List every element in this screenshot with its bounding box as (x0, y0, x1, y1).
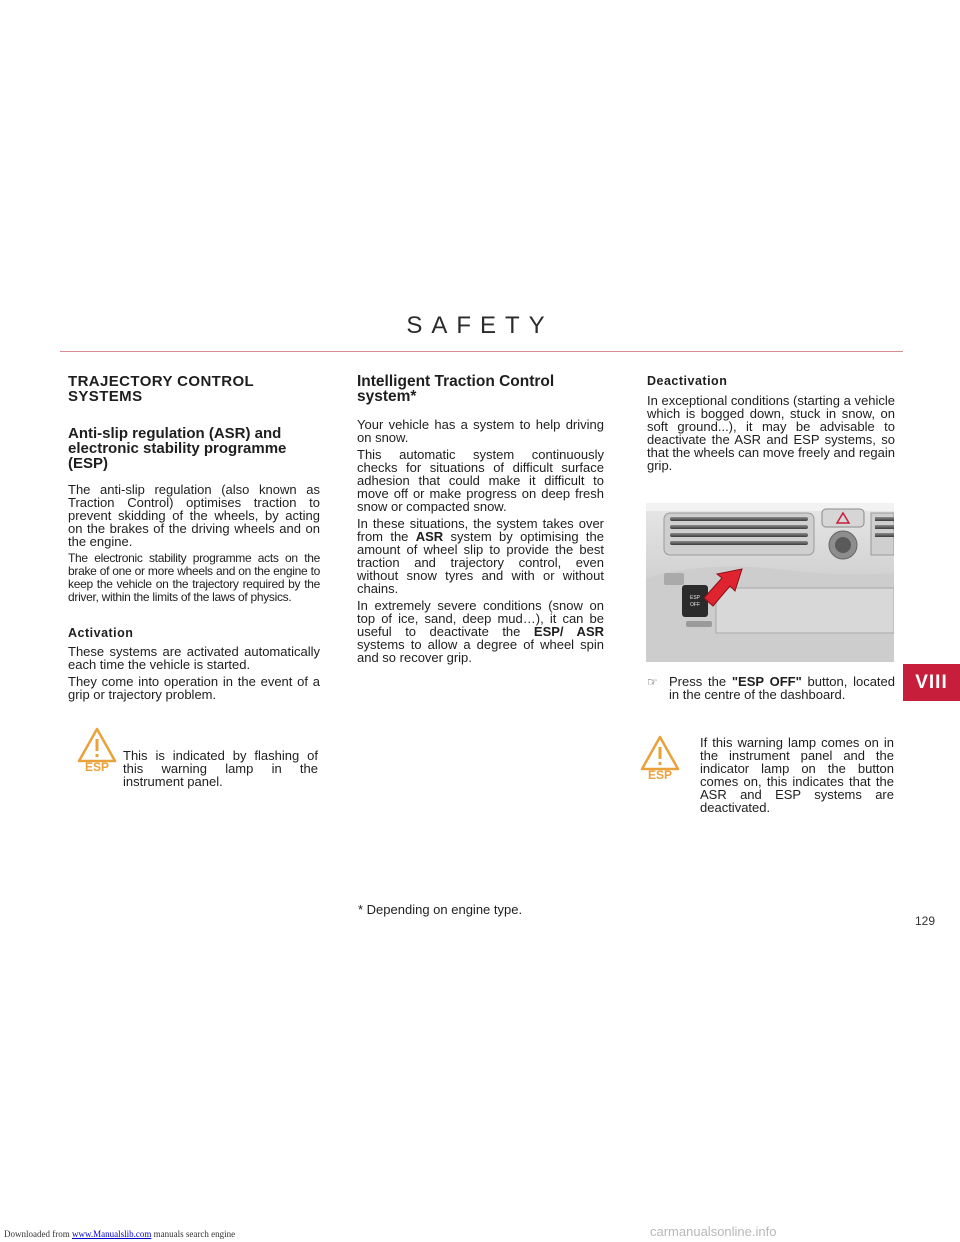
footnote: * Depending on engine type. (358, 902, 523, 917)
bullet-text-b: button, located in the centre of the dashboard. (669, 674, 896, 702)
column-2 (357, 374, 604, 668)
itc-p4-text-a: In extremely severe conditions (snow on top of ice, sand, deep mud…), it can be useful to deactivate the (357, 598, 604, 639)
itc-p4-bold: ESP/ ASR (533, 624, 605, 639)
lamp-description-1 (123, 749, 318, 792)
esp-off-button-photo (646, 503, 894, 662)
itc-p3-text-a: In these situations, the system takes over from the (357, 516, 604, 544)
page-title: SAFETY (406, 312, 554, 339)
itc-p3-text-b: system by optimising the amount of wheel slip to provide the best traction and trajectory control, even without snow tyres and with or without chains. (357, 529, 604, 596)
lamp-description-2 (700, 736, 894, 818)
footer-prefix: Downloaded from (4, 1229, 72, 1239)
lamp-text-2: If this warning lamp comes on in the instrument panel and the indicator lamp on the button comes on, this indicates that the ASR and ESP systems are deactivated. (700, 735, 894, 815)
press-instruction (647, 675, 895, 705)
itc-paragraph-1: Your vehicle has a system to help driving on snow. (357, 417, 604, 445)
download-footer (4, 1229, 235, 1239)
esp-paragraph: The electronic stability programme acts on the brake of one or more wheels and on the engine to keep the vehicle on the trajectory required by the driver, within the limits of the laws of physics. (68, 551, 320, 604)
activation-paragraph-1: These systems are activated automatically each time the vehicle is started. (68, 644, 320, 672)
esp-warning-lamp-icon (77, 727, 117, 776)
footer-suffix: manuals search engine (151, 1229, 236, 1239)
page-number: 129 (915, 914, 936, 928)
itc-paragraph-4 (357, 599, 604, 664)
column-3 (647, 374, 895, 476)
esp-warning-lamp-icon-2 (640, 735, 680, 784)
title-divider (60, 351, 903, 352)
deactivation-heading: Deactivation (647, 374, 728, 388)
esp-lamp-label: ESP (84, 760, 109, 774)
esp-lamp-label-2: ESP (647, 768, 672, 782)
press-instruction-text (669, 675, 895, 701)
bullet-text-a: Press the (669, 674, 732, 689)
subsection-heading: Anti-slip regulation (ASR) and electronic stability programme (ESP) (68, 425, 287, 472)
activation-heading: Activation (68, 626, 134, 640)
itc-p4-text-b: systems to allow a degree of wheel spin and so recover grip. (357, 637, 604, 665)
column-1 (68, 374, 320, 705)
pointer-icon: ☞ (647, 675, 658, 689)
asr-paragraph: The anti-slip regulation (also known as Traction Control) optimises traction to prevent skidding of the wheels, by acting on the brakes of the driving wheels and on the engine. (68, 482, 320, 549)
photo-button-label-2: OFF (690, 602, 700, 608)
section-heading: TRAJECTORY CONTROL SYSTEMS (68, 373, 254, 405)
deactivation-paragraph: In exceptional conditions (starting a vehicle which is bogged down, stuck in snow, on soft ground...), it may be advisable to deactivate the ASR and ESP systems, so that the wheels can move freely and regain grip. (647, 393, 895, 473)
chapter-tab[interactable]: VIII (903, 664, 960, 701)
itc-paragraph-3 (357, 517, 604, 595)
lamp-text-1: This is indicated by flashing of this warning lamp in the instrument panel. (123, 748, 318, 789)
photo-button-label-1: ESP (689, 595, 701, 601)
activation-paragraph-2: They come into operation in the event of a grip or trajectory problem. (68, 674, 320, 702)
itc-p3-bold: ASR (415, 529, 444, 544)
itc-paragraph-2: This automatic system continuously checks for situations of difficult surface adhesion that could make it difficult to move off or make progress on deep fresh snow or compacted snow. (357, 447, 604, 514)
esp-off-label: "ESP OFF" (731, 674, 802, 689)
manualslib-link[interactable]: www.Manualslib.com (71, 1229, 152, 1239)
itc-heading: Intelligent Traction Control system* (357, 373, 555, 405)
watermark: carmanualsonline.info (650, 1224, 777, 1239)
